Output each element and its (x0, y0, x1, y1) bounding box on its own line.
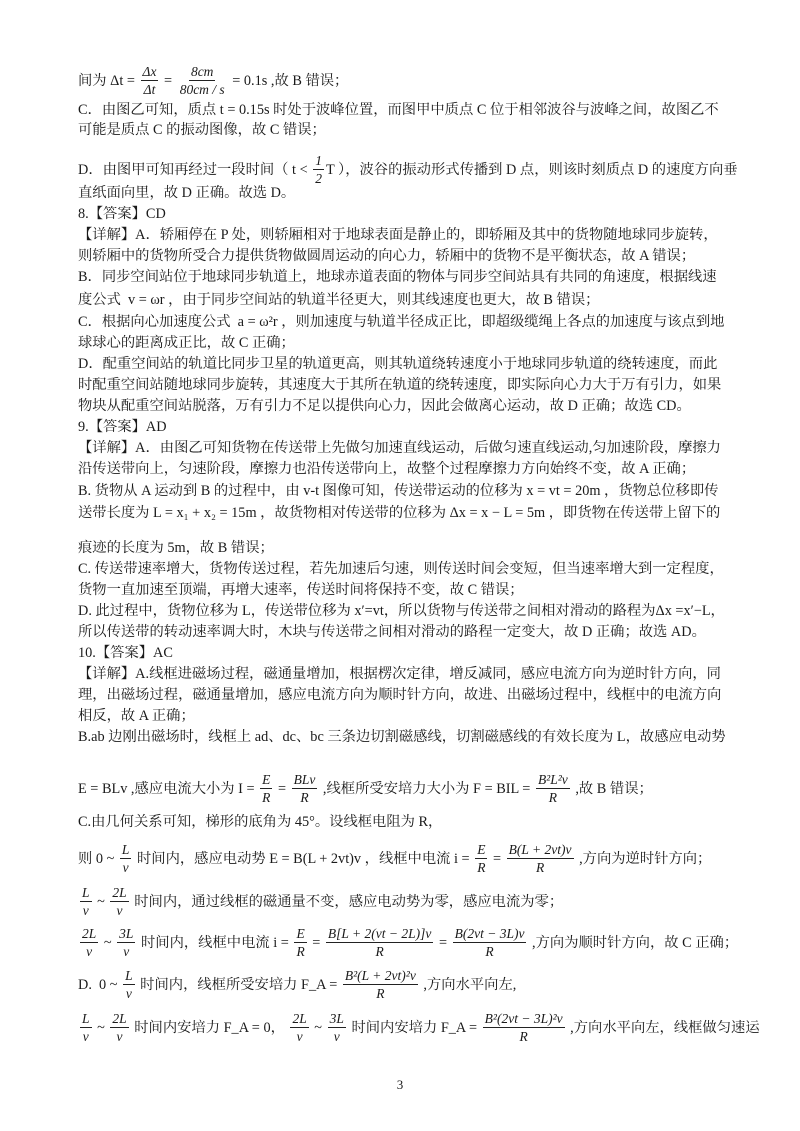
math-fraction (80, 1010, 92, 1045)
text-line (78, 101, 744, 119)
text-segment: 沿传送带向上，匀速阶段，摩擦力也沿传送带向上，故整个过程摩擦力方向始终不变，故 A 正确； (78, 461, 696, 477)
text-segment: 度公式 v = ωr ，由于同步空间站的轨道半径更大，则其线速度也更大，故 B 错误； (78, 292, 600, 308)
fraction-numerator: L (82, 1011, 90, 1026)
math-fraction (110, 1010, 128, 1045)
text-segment: ,方向为逆时针方向； (575, 850, 712, 867)
fraction-numerator: E (477, 842, 486, 857)
text-segment: T ），波谷的振动形式传播到 D 点，则该时刻质点 D 的速度方向垂 (326, 161, 738, 178)
math-fraction (178, 63, 227, 98)
text-line (78, 967, 744, 1002)
text-line (78, 460, 744, 478)
text-line (78, 355, 744, 373)
text-segment: 货物一直加速至顶端，再增大速率，传送时间将保持不变，故 C 错误； (78, 582, 524, 598)
fraction-numerator: B(2vt − 3L)v (454, 926, 525, 941)
fraction-denominator: R (375, 944, 384, 959)
fraction-denominator: R (477, 860, 486, 875)
text-line (78, 504, 744, 522)
text-segment: B．同步空间站位于地球同步轨道上，地球赤道表面的物体与同步空间站具有共同的角速度，根据线速 (78, 269, 717, 285)
math-fraction (453, 925, 527, 960)
math-fraction (123, 967, 135, 1002)
fraction-numerator: E (296, 926, 305, 941)
text-line (78, 623, 744, 641)
fraction-denominator: v (122, 860, 129, 875)
text-segment: ,方向水平向左, (419, 976, 517, 993)
text-line (78, 665, 744, 683)
text-segment: 10.【答案】AC (78, 645, 173, 661)
text-segment: C.由几何关系可知，梯形的底角为 45°。设线框电阻为 R， (78, 814, 443, 830)
math-fraction (292, 771, 318, 806)
fraction-numerator: B²(L + 2vt)²v (344, 968, 416, 983)
fraction-denominator: R (296, 944, 305, 959)
text-segment: = (435, 934, 451, 951)
text-line (78, 184, 744, 202)
text-line (78, 291, 744, 309)
text-segment: 时间内安培力 F_A = (347, 1019, 481, 1036)
fraction-denominator: Δt (143, 82, 156, 97)
fraction-numerator: 1 (315, 153, 322, 168)
text-segment: E = BLv ,感应电流大小为 I = (78, 780, 259, 797)
text-line (78, 268, 744, 286)
text-segment: 痕迹的长度为 5m，故 B 错误； (78, 540, 274, 556)
fraction-denominator: v (86, 944, 93, 959)
text-segment: D. 此过程中，货物位移为 L，传送带位移为 x′=vt，所以货物与传送带之间相对滑动的路程为Δx =x′−L， (78, 603, 725, 619)
text-segment: C. 传送带速率增大，货物传送过程，若先加速后匀速，则传送时间会变短，但当速率增大到一定程度， (78, 561, 724, 577)
fraction-numerator: 2L (112, 1011, 127, 1026)
text-segment: ~ (100, 934, 116, 951)
fraction-numerator: L (82, 885, 90, 900)
text-segment: = (274, 780, 290, 797)
text-segment: 则轿厢中的货物所受合力提供货物做圆周运动的向心力，轿厢中的货物不是平衡状态，故 A 错误； (78, 248, 696, 264)
text-segment: ,故 B 错误； (571, 780, 653, 797)
fraction-numerator: E (262, 772, 271, 787)
text-line (78, 707, 744, 725)
text-segment: D. 0 ~ (78, 976, 122, 993)
math-fraction (343, 967, 418, 1002)
math-fraction (326, 925, 433, 960)
text-line (78, 334, 744, 352)
text-segment: 物块从配重空间站脱落，万有引力不足以提供向心力，因此会做离心运动，故 D 正确；故选 CD。 (78, 398, 691, 414)
math-fraction (260, 771, 272, 806)
text-line (78, 841, 744, 876)
text-line (78, 121, 744, 139)
math-fraction (536, 771, 570, 806)
text-segment: 时间内，线框中电流 i = (137, 934, 293, 951)
text-line (78, 226, 744, 244)
text-segment: 【详解】A．轿厢停在 P 处，则轿厢相对于地球表面是静止的，即轿厢及其中的货物随地球同步旋转， (78, 227, 718, 243)
math-fraction (328, 1010, 346, 1045)
math-fraction (290, 1010, 308, 1045)
text-segment: = 0.1s ,故 B 错误； (228, 72, 349, 89)
fraction-numerator: B²(2vt − 3L)²v (484, 1011, 563, 1026)
fraction-numerator: BLv (293, 772, 316, 787)
text-line (78, 63, 744, 98)
fraction-numerator: 2L (292, 1011, 307, 1026)
text-segment: 9.【答案】AD (78, 419, 167, 435)
text-line (78, 884, 744, 919)
text-line (78, 925, 744, 960)
text-segment: = (308, 934, 324, 951)
fraction-denominator: v (116, 903, 123, 918)
text-segment: 时间内安培力 F_A = 0， (130, 1019, 289, 1036)
text-segment: 【详解】A．由图乙可知货物在传送带上先做匀加速直线运动，后做匀速直线运动,匀加速阶段，摩擦力 (78, 440, 721, 456)
text-segment: ~ (93, 1019, 109, 1036)
math-fraction (483, 1010, 565, 1045)
text-segment: 时间内，感应电动势 E = B(L + 2vt)v ，线框中电流 i = (133, 850, 474, 867)
fraction-numerator: B[L + 2(vt − 2L)]v (327, 926, 432, 941)
text-segment: 直纸面向里，故 D 正确。故选 D。 (78, 185, 296, 201)
text-segment: C．根据向心加速度公式 a = ω²r ，则加速度与轨道半径成正比，即超级缆绳上各点的加速度与该点到地 (78, 314, 725, 330)
text-segment: D．配重空间站的轨道比同步卫星的轨道更高，则其轨道绕转速度小于地球同步轨道的绕转速度，而此 (78, 356, 718, 372)
text-line (78, 418, 744, 436)
math-fraction (475, 841, 487, 876)
text-segment: 理，出磁场过程，磁通量增加，感应电流方向为顺时针方向，故进、出磁场过程中，线框中的电流方向 (78, 687, 722, 703)
text-segment: 间为 Δt = (78, 72, 139, 89)
fraction-denominator: v (82, 903, 89, 918)
text-segment: = (489, 850, 505, 867)
fraction-numerator: L (125, 968, 133, 983)
fraction-denominator: R (485, 944, 494, 959)
text-segment: B. 货物从 A 运动到 B 的过程中，由 v-t 图像可知，传送带运动的位移为 x = vt = 20m ，货物总位移即传 (78, 483, 719, 499)
text-segment: C．由图乙可知，质点 t = 0.15s 时处于波峰位置，而图甲中质点 C 位于相邻波谷与波峰之间，故图乙不 (78, 102, 719, 118)
text-line (78, 1010, 760, 1045)
text-line (78, 247, 744, 265)
fraction-denominator: v (296, 1029, 303, 1044)
fraction-numerator: 3L (329, 1011, 344, 1026)
fraction-denominator: 2 (315, 171, 322, 186)
text-segment: 所以传送带的转动速率调大时，木块与传送带之间相对滑动的路程一定变大，故 D 正确；故选 AD。 (78, 624, 706, 640)
fraction-denominator: R (519, 1029, 528, 1044)
text-line (78, 602, 744, 620)
text-segment: 相反，故 A 正确； (78, 708, 195, 724)
fraction-denominator: v (333, 1029, 340, 1044)
math-fraction (120, 841, 132, 876)
text-line (78, 728, 744, 746)
fraction-denominator: R (535, 860, 545, 875)
fraction-numerator: 2L (112, 885, 127, 900)
text-line (78, 152, 744, 187)
text-line (78, 205, 744, 223)
text-line (78, 313, 744, 331)
text-segment: ,线框所受安培力大小为 F = BIL = (319, 780, 534, 797)
text-line (78, 771, 744, 806)
fraction-numerator: 8cm (190, 64, 214, 79)
text-segment: 送带长度为 L = x₁ + x₂ = 15m ，故货物相对传送带的位移为 Δx = x − L = 5m ，即货物在传送带上留下的 (78, 505, 721, 521)
fraction-numerator: 2L (82, 926, 97, 941)
fraction-numerator: B²L²v (537, 772, 568, 787)
fraction-denominator: R (376, 986, 385, 1001)
fraction-denominator: v (116, 1029, 123, 1044)
text-segment: 时间内，线框所受安培力 F_A = (136, 976, 341, 993)
fraction-denominator: R (548, 790, 557, 805)
text-segment: 【详解】A.线框进磁场过程，磁通量增加，根据楞次定律，增反减同，感应电流方向为逆时针方向，同 (78, 666, 721, 682)
math-fraction (294, 925, 306, 960)
math-fraction (110, 884, 128, 919)
fraction-denominator: v (82, 1029, 89, 1044)
text-segment: 球球心的距离成正比，故 C 正确； (78, 335, 295, 351)
text-line (78, 581, 744, 599)
math-fraction (80, 884, 92, 919)
fraction-numerator: Δx (142, 64, 157, 79)
fraction-denominator: v (123, 944, 130, 959)
text-line (78, 482, 744, 500)
fraction-numerator: 3L (119, 926, 134, 941)
text-line (78, 539, 744, 557)
text-line (78, 560, 744, 578)
math-fraction (507, 841, 574, 876)
text-segment: D．由图甲可知再经过一段时间（ t < (78, 161, 312, 178)
text-segment: 8.【答案】CD (78, 206, 166, 222)
fraction-numerator: B(L + 2vt)v (508, 842, 572, 857)
fraction-numerator: L (121, 842, 130, 857)
text-segment: 时间内，通过线框的磁通量不变，感应电动势为零，感应电流为零； (130, 893, 564, 910)
fraction-denominator: 80cm / s (179, 82, 225, 97)
fraction-denominator: R (262, 790, 271, 805)
fraction-denominator: v (125, 986, 132, 1001)
fraction-denominator: R (300, 790, 309, 805)
text-segment: 可能是质点 C 的振动图像，故 C 错误； (78, 122, 326, 138)
text-line (78, 686, 744, 704)
text-segment: ,方向为顺时针方向，故 C 正确； (528, 934, 739, 951)
text-segment: = (160, 72, 176, 89)
text-segment: B.ab 边刚出磁场时，线框上 ad、dc、bc 三条边切割磁感线，切割磁感线的有效长度为 L，故感应电动势 (78, 729, 726, 745)
text-line (78, 376, 744, 394)
text-line (78, 813, 744, 831)
math-fraction (117, 925, 135, 960)
text-line (78, 397, 744, 415)
text-line (78, 439, 744, 457)
text-segment: ~ (93, 893, 109, 910)
text-line (78, 644, 744, 662)
text-segment: ~ (310, 1019, 326, 1036)
math-fraction (141, 63, 159, 98)
text-segment: 时配重空间站随地球同步旋转，其速度大于其所在轨道的绕转速度，即实际向心力大于万有引力，如果 (78, 377, 722, 393)
text-segment: 则 0 ~ (78, 850, 118, 867)
math-fraction (313, 152, 324, 187)
page-number: 3 (396, 1077, 404, 1092)
math-fraction (80, 925, 98, 960)
text-segment: ,方向水平向左，线框做匀速运 (566, 1019, 760, 1036)
